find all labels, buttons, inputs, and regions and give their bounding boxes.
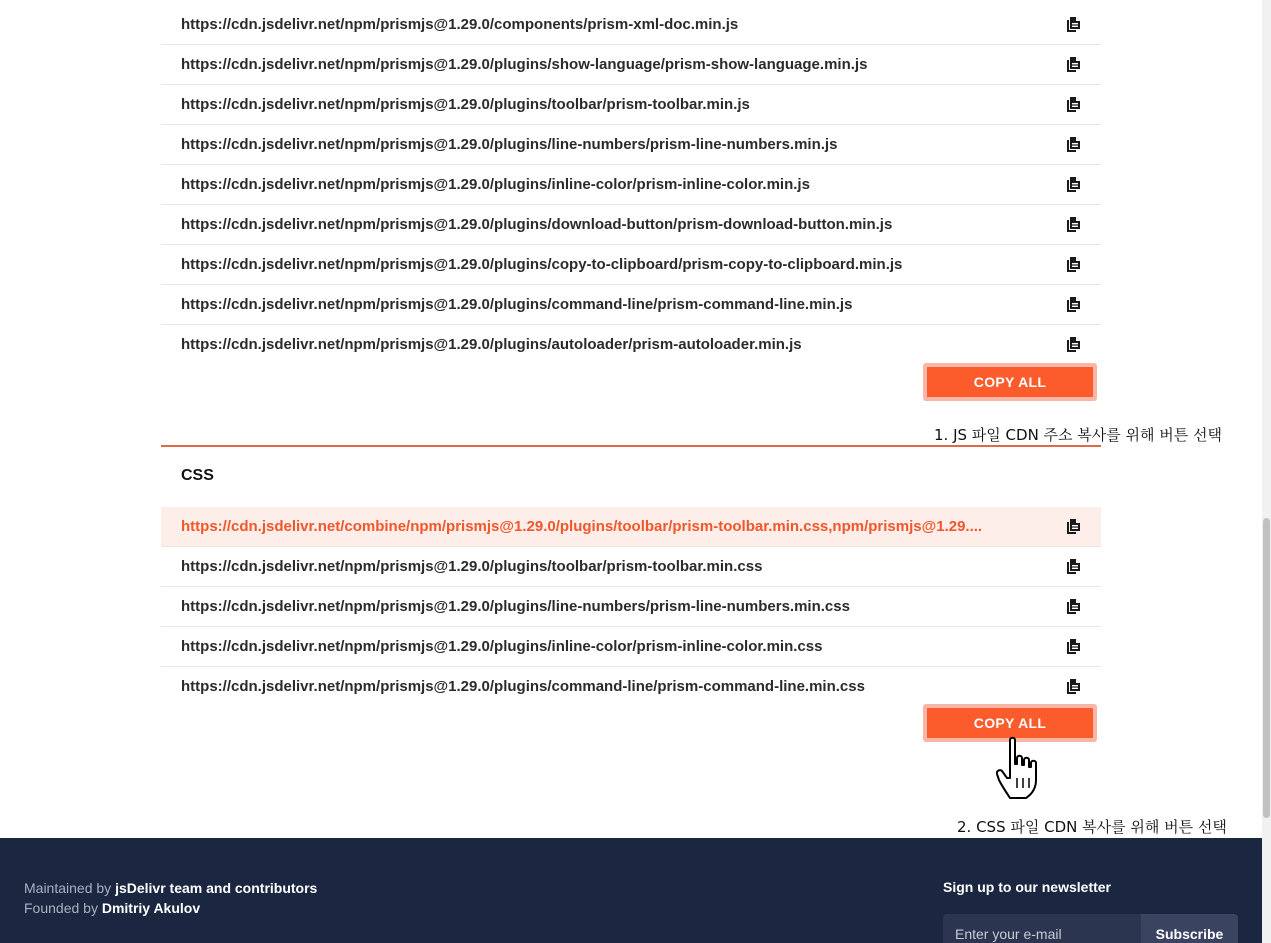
css-url-list [161,507,1101,706]
url-text: https://cdn.jsdelivr.net/npm/prismjs@1.29.0/plugins/command-line/prism-command-line.min.js [181,296,853,313]
url-text: https://cdn.jsdelivr.net/npm/prismjs@1.29.0/plugins/inline-color/prism-inline-color.min.js [181,176,810,193]
url-row[interactable] [161,5,1101,45]
copy-icon[interactable] [1066,177,1081,193]
url-row[interactable] [161,205,1101,245]
hand-pointer-cursor-icon [996,736,1050,802]
url-text: https://cdn.jsdelivr.net/npm/prismjs@1.29.0/plugins/show-language/prism-show-language.min.js [181,56,868,73]
footer-credits [24,878,317,918]
combined-url-row[interactable] [161,507,1101,547]
footer [0,838,1271,943]
url-row[interactable] [161,285,1101,325]
url-row[interactable] [161,627,1101,667]
founded-line [24,898,317,918]
copy-icon[interactable] [1066,257,1081,273]
url-text: https://cdn.jsdelivr.net/npm/prismjs@1.29.0/plugins/inline-color/prism-inline-color.min.css [181,638,823,655]
copy-icon[interactable] [1066,17,1081,33]
url-text: https://cdn.jsdelivr.net/npm/prismjs@1.29.0/plugins/toolbar/prism-toolbar.min.js [181,96,750,113]
url-row[interactable] [161,125,1101,165]
url-row[interactable] [161,325,1101,364]
subscribe-button[interactable]: Subscribe [1141,914,1238,943]
js-annotation: 1. JS 파일 CDN 주소 복사를 위해 버튼 선택 [934,426,1223,444]
css-copy-all-button[interactable]: COPY ALL [927,708,1093,738]
js-copy-all-highlight [923,363,1097,401]
css-copy-all-highlight [923,704,1097,742]
section-divider [161,445,1101,447]
maintained-prefix: Maintained by [24,880,112,896]
css-section-title: CSS [181,467,214,484]
copy-icon[interactable] [1066,559,1081,575]
copy-icon[interactable] [1066,97,1081,113]
url-text: https://cdn.jsdelivr.net/npm/prismjs@1.29.0/plugins/toolbar/prism-toolbar.min.css [181,558,763,575]
url-row[interactable] [161,587,1101,627]
js-url-list [161,5,1101,364]
url-row[interactable] [161,245,1101,285]
url-row[interactable] [161,85,1101,125]
url-row[interactable] [161,45,1101,85]
url-text: https://cdn.jsdelivr.net/npm/prismjs@1.29.0/plugins/line-numbers/prism-line-numbers.min.js [181,136,838,153]
copy-icon[interactable] [1066,639,1081,655]
copy-icon[interactable] [1066,297,1081,313]
url-row[interactable] [161,667,1101,706]
scrollbar-thumb[interactable] [1263,518,1270,818]
email-input[interactable] [943,914,1141,943]
founded-prefix: Founded by [24,900,98,916]
copy-icon[interactable] [1066,337,1081,353]
url-row[interactable] [161,165,1101,205]
combined-url-text: https://cdn.jsdelivr.net/combine/npm/prismjs@1.29.0/plugins/toolbar/prism-toolbar.min.css,npm/prismjs@1.29.... [181,518,983,535]
founded-link[interactable]: Dmitriy Akulov [101,900,201,916]
js-copy-all-button[interactable]: COPY ALL [927,367,1093,397]
url-text: https://cdn.jsdelivr.net/npm/prismjs@1.29.0/plugins/line-numbers/prism-line-numbers.min.css [181,598,850,615]
css-annotation: 2. CSS 파일 CDN 복사를 위해 버튼 선택 [957,818,1227,836]
url-text: https://cdn.jsdelivr.net/npm/prismjs@1.29.0/plugins/autoloader/prism-autoloader.min.js [181,336,802,353]
scrollbar-track[interactable] [1262,0,1271,943]
maintained-line [24,878,317,898]
copy-icon[interactable] [1066,679,1081,695]
url-text: https://cdn.jsdelivr.net/npm/prismjs@1.29.0/components/prism-xml-doc.min.js [181,16,739,33]
copy-icon[interactable] [1066,57,1081,73]
newsletter-title: Sign up to our newsletter [943,879,1112,895]
url-row[interactable] [161,547,1101,587]
copy-icon[interactable] [1066,519,1081,535]
copy-icon[interactable] [1066,137,1081,153]
url-text: https://cdn.jsdelivr.net/npm/prismjs@1.29.0/plugins/command-line/prism-command-line.min.css [181,678,865,695]
copy-icon[interactable] [1066,217,1081,233]
url-text: https://cdn.jsdelivr.net/npm/prismjs@1.29.0/plugins/copy-to-clipboard/prism-copy-to-clipboard.min.js [181,256,903,273]
copy-icon[interactable] [1066,599,1081,615]
url-text: https://cdn.jsdelivr.net/npm/prismjs@1.29.0/plugins/download-button/prism-download-button.min.js [181,216,893,233]
maintained-link[interactable]: jsDelivr team and contributors [115,880,318,896]
